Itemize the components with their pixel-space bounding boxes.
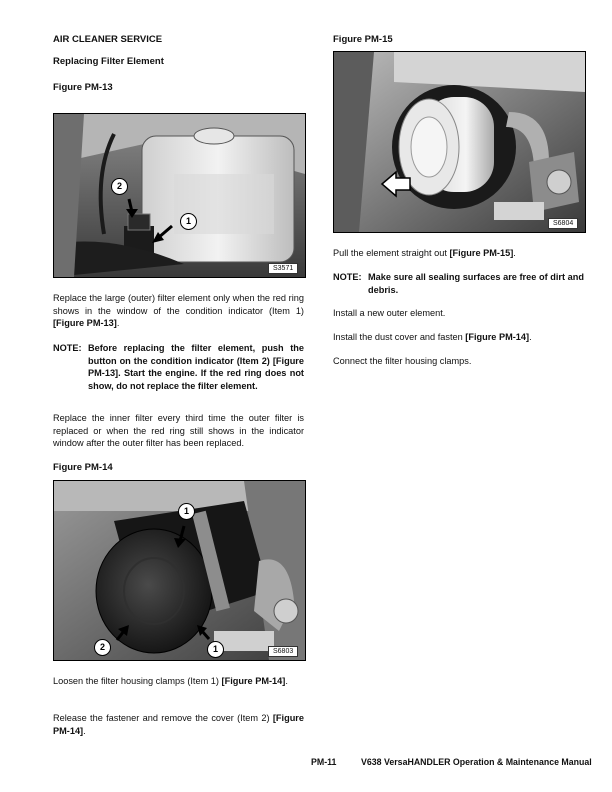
note-label: NOTE:	[333, 272, 362, 282]
paragraph-install-outer: Install a new outer element.	[333, 308, 446, 318]
figure-pm14-caption: Figure PM-14	[53, 462, 113, 473]
paragraph-replace-outer: Replace the large (outer) filter element only when the red ring shows in the window of the condition indicator (Item 1) [Figure PM-13].	[53, 293, 304, 329]
note-body: Before replacing the filter element, push the button on the condition indicator (Item 2) [Figure PM-13]. Start the engine. If the red ring does not show, do not replace the filter element.	[88, 343, 304, 391]
callout-cover-2: 2	[94, 639, 111, 656]
figure-pm15-code: S6804	[548, 218, 578, 229]
callout-item-2: 2	[111, 178, 128, 195]
footer-manual-title: V638 VersaHANDLER Operation & Maintenance Manual	[361, 757, 592, 767]
figure-pm14-code: S6803	[268, 646, 298, 657]
paragraph-connect-clamps: Connect the filter housing clamps.	[333, 356, 472, 366]
footer-page-number: PM-11	[311, 757, 337, 767]
note-body: Make sure all sealing surfaces are free of dirt and debris.	[368, 272, 584, 295]
paragraph-replace-inner: Replace the inner filter every third time the outer filter is replaced or when the red ring still shows in the indicator window after the outer filter has been replaced.	[53, 413, 304, 449]
callout-item-1: 1	[180, 213, 197, 230]
subsection-title: Replacing Filter Element	[53, 56, 164, 67]
figure-pm13-photo	[53, 113, 306, 278]
paragraph-install-cover: Install the dust cover and fasten [Figure PM-14].	[333, 332, 532, 342]
figure-pm13-code: S3571	[268, 263, 298, 274]
note-sealing-surfaces	[333, 271, 584, 297]
figure-pm14-photo	[53, 480, 306, 661]
callout-clamp-1-top: 1	[178, 503, 195, 520]
paragraph-pull-element: Pull the element straight out [Figure PM-15].	[333, 248, 516, 258]
figure-pm13-caption: Figure PM-13	[53, 82, 113, 93]
note-label: NOTE:	[53, 343, 82, 353]
figure-pm15-photo	[333, 51, 586, 233]
paragraph-release-fastener: Release the fastener and remove the cover (Item 2) [Figure PM-14].	[53, 713, 304, 736]
callout-clamp-1-bottom: 1	[207, 641, 224, 658]
note-before-replacing	[53, 342, 304, 404]
section-title: AIR CLEANER SERVICE	[53, 34, 163, 45]
paragraph-loosen-clamps: Loosen the filter housing clamps (Item 1) [Figure PM-14].	[53, 676, 288, 686]
figure-pm15-caption: Figure PM-15	[333, 34, 393, 45]
